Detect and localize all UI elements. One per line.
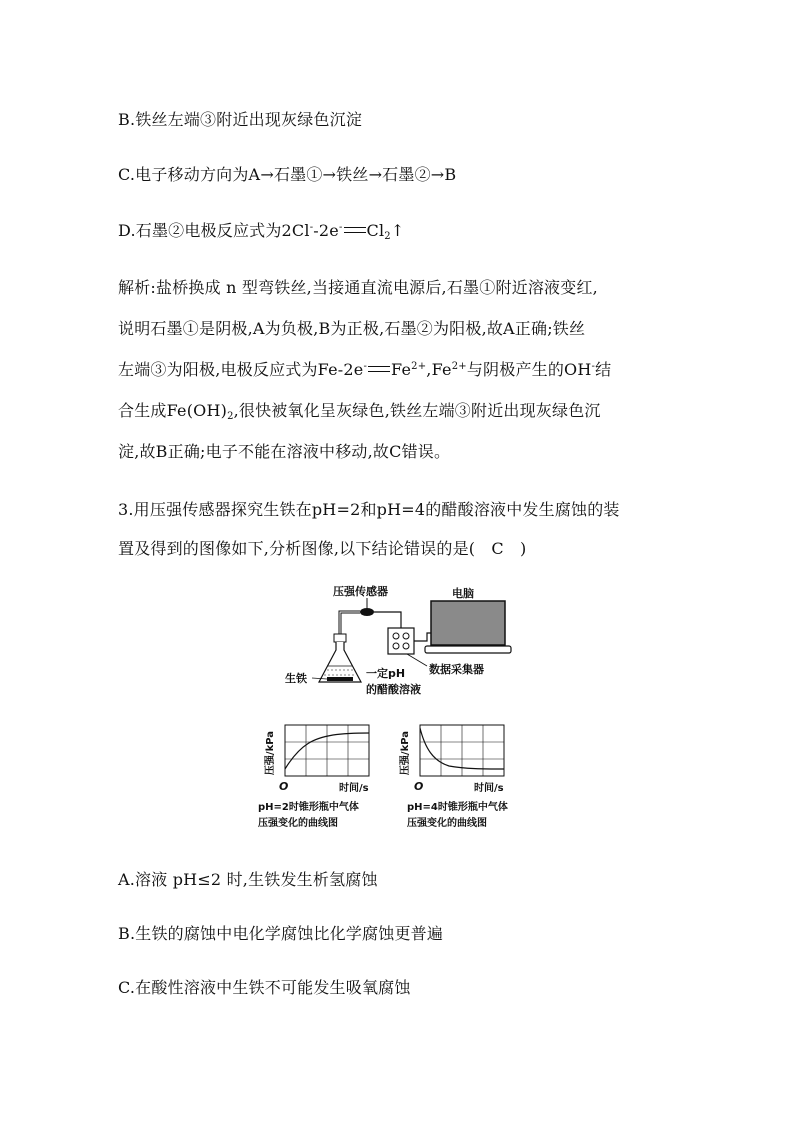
analysis-line-3 [118, 357, 611, 380]
arrow: → [368, 165, 383, 184]
charge: - [363, 361, 368, 372]
option-a: A.溶液 pH≤2 时,生铁发生析氢腐蚀 [118, 870, 378, 889]
text: ,Fe [426, 360, 452, 379]
caption-left-2: 压强变化的曲线图 [258, 818, 338, 829]
subscript: 2 [227, 411, 234, 422]
product: Cl [366, 221, 385, 240]
text: 左端③为阳极,电极反应式为Fe-2e [118, 360, 364, 379]
path-end: B [444, 165, 457, 184]
iron-label: 生铁 [285, 672, 307, 685]
caption-right-1: pH=4时锥形瓶中气体 [407, 802, 508, 813]
text: ,很快被氧化呈灰绿色,铁丝左端③附近出现灰绿色沉 [233, 401, 601, 420]
arrow: → [322, 165, 337, 184]
y-axis-label: 压强/kPa [400, 730, 411, 776]
computer-label: 电脑 [452, 587, 474, 600]
question-3-line-2: 置及得到的图像如下,分析图像,以下结论错误的是( C ) [118, 539, 527, 558]
path-graphite-1: 石墨① [273, 165, 323, 184]
conical-flask-icon [319, 634, 361, 682]
option-c: C.在酸性溶液中生铁不可能发生吸氧腐蚀 [118, 978, 411, 997]
electron-term: -2e [313, 221, 339, 240]
charge: - [309, 222, 314, 233]
text: 合生成Fe(OH) [118, 401, 228, 420]
equals-sign [344, 227, 366, 233]
chart-ph4 [398, 725, 508, 829]
option-c-prefix: C.电子移动方向为A [118, 165, 261, 184]
path-graphite-2: 石墨② [382, 165, 431, 184]
charge: - [338, 222, 343, 233]
computer-icon [425, 601, 511, 653]
caption-left-1: pH=2时锥形瓶中气体 [258, 802, 359, 813]
text: Fe [391, 360, 412, 379]
question-3-line-1: 3.用压强传感器探究生铁在pH=2和pH=4的醋酸溶液中发生腐蚀的装 [118, 500, 620, 519]
analysis-line-2: 说明石墨①是阴极,A为负极,B为正极,石墨②为阳极,故A正确;铁丝 [118, 319, 586, 338]
sensor-label: 压强传感器 [333, 585, 388, 598]
option-c-prev [118, 162, 456, 185]
charge: - [591, 361, 596, 372]
chart-ph2 [258, 725, 369, 829]
equals-sign [368, 366, 390, 372]
gas-arrow: ↑ [390, 221, 405, 240]
data-collector-icon [388, 628, 414, 654]
caption-right-2: 压强变化的曲线图 [407, 818, 487, 829]
experiment-figure [255, 578, 545, 843]
collector-label: 数据采集器 [429, 663, 484, 676]
x-axis-label: 时间/s [339, 783, 369, 794]
origin-label: O [279, 780, 289, 793]
analysis-line-4 [118, 398, 601, 421]
origin-label: O [414, 780, 424, 793]
arrow: → [430, 165, 445, 184]
y-axis-label: 压强/kPa [265, 730, 276, 776]
ph-label-2: 的醋酸溶液 [366, 683, 421, 696]
ph-label-1: 一定pH [366, 667, 406, 680]
text: 与阴极产生的OH [466, 360, 592, 379]
option-b-prev: B.铁丝左端③附近出现灰绿色沉淀 [118, 110, 363, 129]
option-b: B.生铁的腐蚀中电化学腐蚀比化学腐蚀更普遍 [118, 924, 444, 943]
text: 结 [595, 360, 612, 379]
charge: 2+ [451, 361, 467, 372]
charge: 2+ [411, 361, 427, 372]
option-d-prefix: D.石墨②电极反应式为2Cl [118, 221, 310, 240]
analysis-line-5: 淀,故B正确;电子不能在溶液中移动,故C错误。 [118, 442, 451, 461]
subscript: 2 [384, 231, 391, 242]
analysis-line-1: 解析:盐桥换成 n 型弯铁丝,当接通直流电源后,石墨①附近溶液变红, [118, 278, 598, 297]
x-axis-label: 时间/s [474, 783, 504, 794]
option-d-prev [118, 218, 404, 241]
path-iron-wire: 铁丝 [336, 165, 369, 184]
pressure-sensor-icon [360, 608, 374, 616]
arrow: → [260, 165, 274, 184]
